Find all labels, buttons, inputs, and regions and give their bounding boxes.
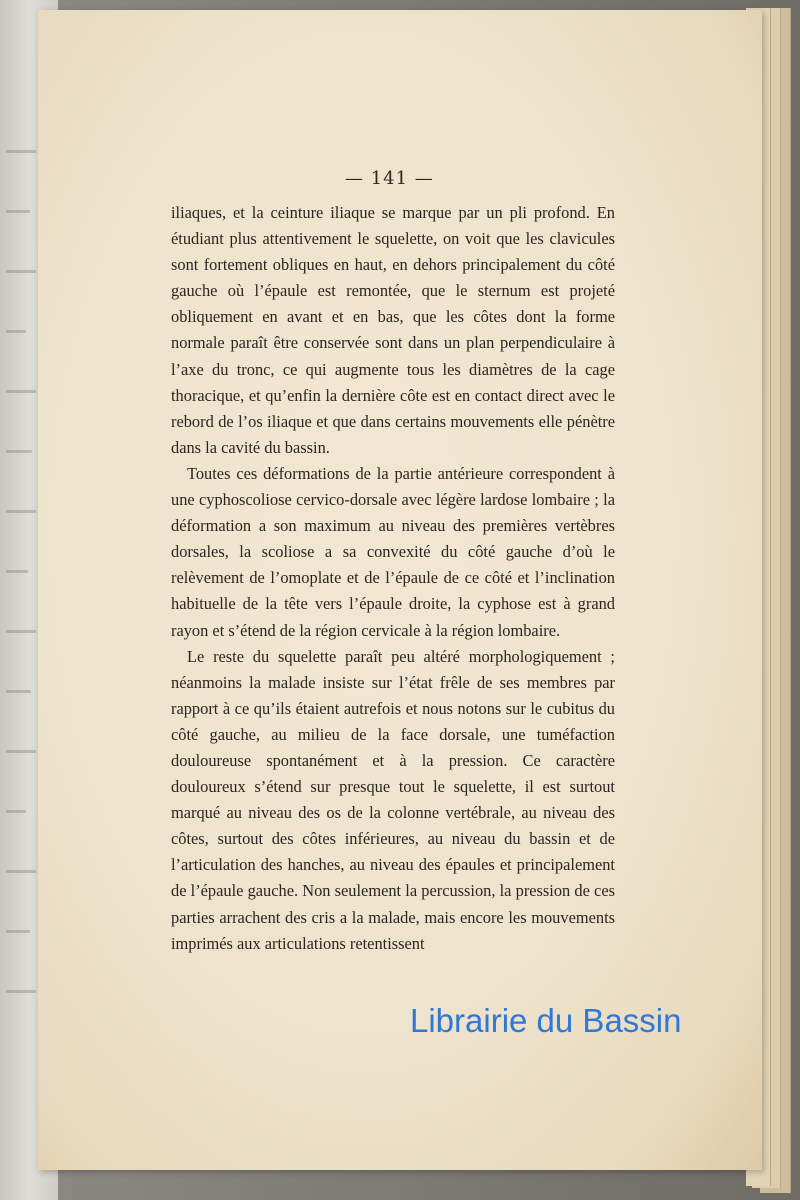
paragraph: Le reste du squelette paraît peu altéré morphologiquement ; néanmoins la malade insiste sur l’état frêle de ses membres par rapport à ce qu’ils étaient autrefois et nous notons sur le cubitus du côté gauche, au milieu de la face dorsale, une tuméfaction douloureuse spontanément et à la pression. Ce caractère douloureux s’étend sur presque tout le squelette, il est surtout marqué au niveau des os de la colonne vertébrale, au niveau des côtes, surtout des côtes inférieures, au niveau du bassin et de l’articulation des hanches, au niveau des épaules et principalement de l’épaule gauche. Non seulement la percussion, la pression de ces parties arrachent des cris a la malade, mais encore les mouvements imprimés aux articulations retentissent	[171, 646, 615, 953]
faint-text-line	[6, 810, 26, 813]
paragraph: iliaques, et la ceinture iliaque se marque par un pli profond. En étudiant plus attentivement le squelette, on voit que les clavicules sont fortement obliques en haut, en dehors principalement du côté gauche où l’épaule est remontée, que le sternum est projeté obliquement en avant et en bas, que les côtes dont la forme normale paraît être conservée sont dans un plan perpendiculaire à l’axe du tronc, ce qui augmente tous les diamètres de la cage thoracique, et qu’enfin la dernière côte est en contact direct avec le rebord de l’os iliaque et que dans certains mouvements elle pénètre dans la cavité du bassin.	[171, 203, 615, 457]
watermark-logo: Librairie du Bassin	[410, 1002, 682, 1039]
faint-text-line	[6, 330, 26, 333]
faint-text-line	[6, 930, 30, 933]
faint-text-line	[6, 510, 36, 513]
faint-text-line	[6, 210, 30, 213]
faint-text-line	[6, 750, 36, 753]
faint-text-line	[6, 450, 32, 453]
faint-text-line	[6, 870, 36, 873]
faint-text-line	[6, 570, 28, 573]
faint-text-line	[6, 630, 36, 633]
faint-text-line	[6, 270, 36, 273]
faint-text-line	[6, 690, 31, 693]
faint-text-line	[6, 150, 36, 153]
paragraph: Toutes ces déformations de la partie antérieure correspondent à une cyphoscoliose cervico-dorsale avec légère lardose lombaire ; la déformation a son maximum au niveau des premières vertèbres dorsales, la scoliose a sa convexité du côté gauche d’où le relèvement de l’omoplate et de l’épaule de ce côté et l’inclination habituelle de la tête vers l’épaule droite, la cyphose est à grand rayon et s’étend de la région cervicale à la région lombaire.	[171, 463, 615, 640]
faint-text-line	[6, 990, 36, 993]
body-text	[171, 200, 615, 957]
faint-text-line	[6, 390, 36, 393]
page-number: — 141 —	[345, 168, 434, 189]
